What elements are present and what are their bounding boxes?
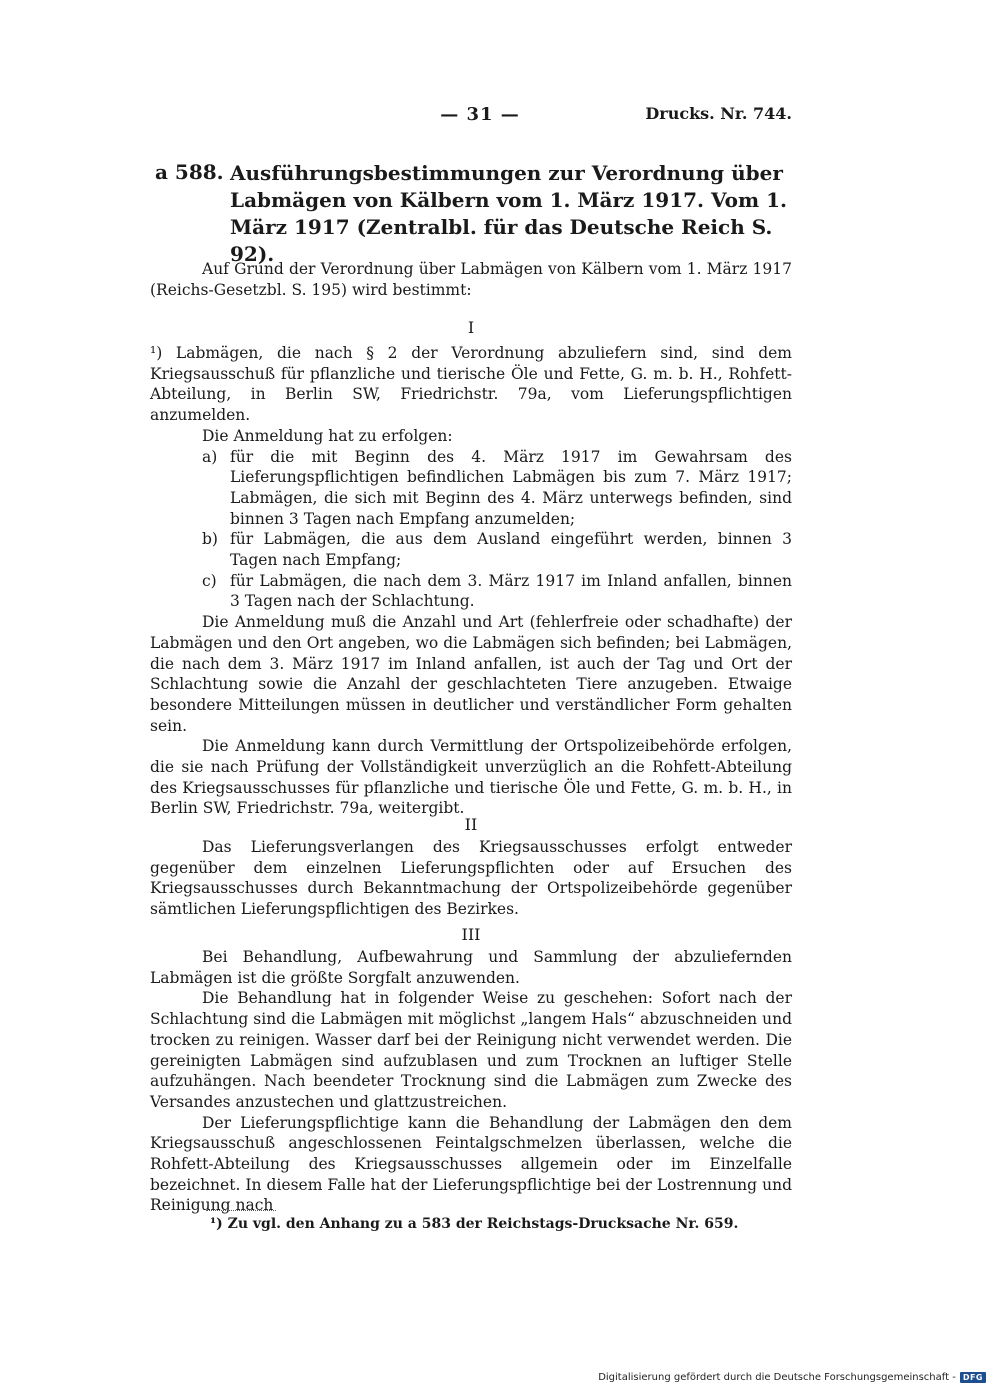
title-block (155, 160, 795, 268)
section-2 (150, 837, 792, 920)
section-1-paragraph-2: Die Anmeldung hat zu erfolgen: (202, 426, 453, 445)
section-3-paragraph-2: Die Behandlung hat in folgender Weise zu geschehen: Sofort nach der Schlachtung sind die Labmägen mit möglichst „langem Hals“ abzuschneiden und trocken zu reinigen. Wasser darf bei der Reinigung nicht verwendet werden. Die gereinigten Labmägen sind aufzublasen und zum Trocknen an luftiger Stelle aufzuhängen. Nach beendeter Trocknung sind die Labmägen zum Zwecke des Versandes anzustechen und glattzustreichen. (150, 989, 792, 1111)
section-heading-2: II (464, 815, 478, 834)
section-3 (150, 947, 792, 1216)
running-head (150, 104, 792, 134)
list-item-mark: b) (202, 530, 218, 549)
section-1-paragraph-1: ¹) Labmägen, die nach § 2 der Verordnung abzuliefern sind, sind dem Kriegsausschuß für pflanzliche und tierische Öle und Fette, G. m. b. H., Rohfett-Abteilung, in Berlin SW, Friedrichstr. 79a, vom Lieferungspflichtigen anzumelden. (150, 344, 792, 425)
intro-text: Auf Grund der Verordnung über Labmägen von Kälbern vom 1. März 1917 (Reichs-Gesetzbl. S. 195) wird bestimmt: (150, 260, 792, 299)
list-item-mark: c) (202, 571, 217, 590)
list-item-text: für Labmägen, die aus dem Ausland eingeführt werden, binnen 3 Tagen nach Empfang; (230, 530, 792, 570)
list-item (202, 529, 792, 570)
list-item-text: für die mit Beginn des 4. März 1917 im Gewahrsam des Lieferungspflichtigen befindlichen Labmägen bis zum 7. März 1917; Labmägen, die sich mit Beginn des 4. März unterwegs befinden, sind binnen 3 Tagen nach Empfang anzumelden; (230, 447, 792, 528)
section-1-paragraph-3: Die Anmeldung muß die Anzahl und Art (fehlerfreie oder schadhafte) der Labmägen und den Ort angeben, wo die Labmägen sich befinden; bei Labmägen, die nach dem 3. März 1917 im Inland anfallen, ist auch der Tag und Ort der Schlachtung sowie die Anzahl der geschlachteten Tiere anzugeben. Etwaige besondere Mitteilungen müssen in deutlicher und verständlicher Form gehalten sein. (150, 613, 792, 735)
title-number: a 588. (155, 160, 224, 184)
list-item-text: für Labmägen, die nach dem 3. März 1917 im Inland anfallen, binnen 3 Tagen nach der Schlachtung. (230, 571, 792, 611)
footnote-divider (206, 1210, 276, 1212)
section-2-paragraph-1: Das Lieferungsverlangen des Kriegsausschusses erfolgt entweder gegenüber dem einzelnen Lieferungspflichten oder auf Ersuchen des Kriegsausschusses durch Bekanntmachung der Ortspolizeibehörde gegenüber sämtlichen Lieferungspflichtigen des Bezirkes. (150, 838, 792, 919)
section-1-list (150, 447, 792, 613)
list-item (202, 447, 792, 530)
list-item (202, 571, 792, 612)
section-heading-1: I (467, 318, 475, 337)
intro-paragraph (150, 259, 792, 300)
section-1 (150, 343, 792, 819)
footnote: ¹) Zu vgl. den Anhang zu a 583 der Reichstags-Drucksache Nr. 659. (210, 1216, 739, 1232)
page-title: Ausführungsbestimmungen zur Verordnung über Labmägen von Kälbern vom 1. März 1917. Vom 1. März 1917 (Zentralbl. für das Deutsche Reich S. 92). (230, 161, 787, 266)
section-1-paragraph-4: Die Anmeldung kann durch Vermittlung der Ortspolizeibehörde erfolgen, die sie nach Prüfung der Vollständigkeit unverzüglich an die Rohfett-Abteilung des Kriegsausschusses für pflanzliche und tierische Öle und Fette, G. m. b. H., in Berlin SW, Friedrichstr. 79a, weitergibt. (150, 737, 792, 818)
document-number: Drucks. Nr. 744. (645, 104, 792, 123)
section-3-paragraph-1: Bei Behandlung, Aufbewahrung und Sammlung der abzuliefernden Labmägen ist die größte Sorgfalt anzuwenden. (150, 948, 792, 987)
footer-text: Digitalisierung gefördert durch die Deutsche Forschungsgemeinschaft - (598, 1371, 956, 1383)
dfg-logo-icon: DFG (960, 1372, 986, 1383)
section-heading-3: III (461, 925, 481, 944)
page-number: — 31 — (440, 104, 520, 125)
section-3-paragraph-3: Der Lieferungspflichtige kann die Behandlung der Labmägen den dem Kriegsausschuß angeschlossenen Feintalgschmelzen überlassen, welche die Rohfett-Abteilung des Kriegsausschusses allgemein oder im Einzelfalle bezeichnet. In diesem Falle hat der Lieferungspflichtige bei der Lostrennung und Reinigung nach (150, 1113, 792, 1215)
list-item-mark: a) (202, 447, 218, 466)
